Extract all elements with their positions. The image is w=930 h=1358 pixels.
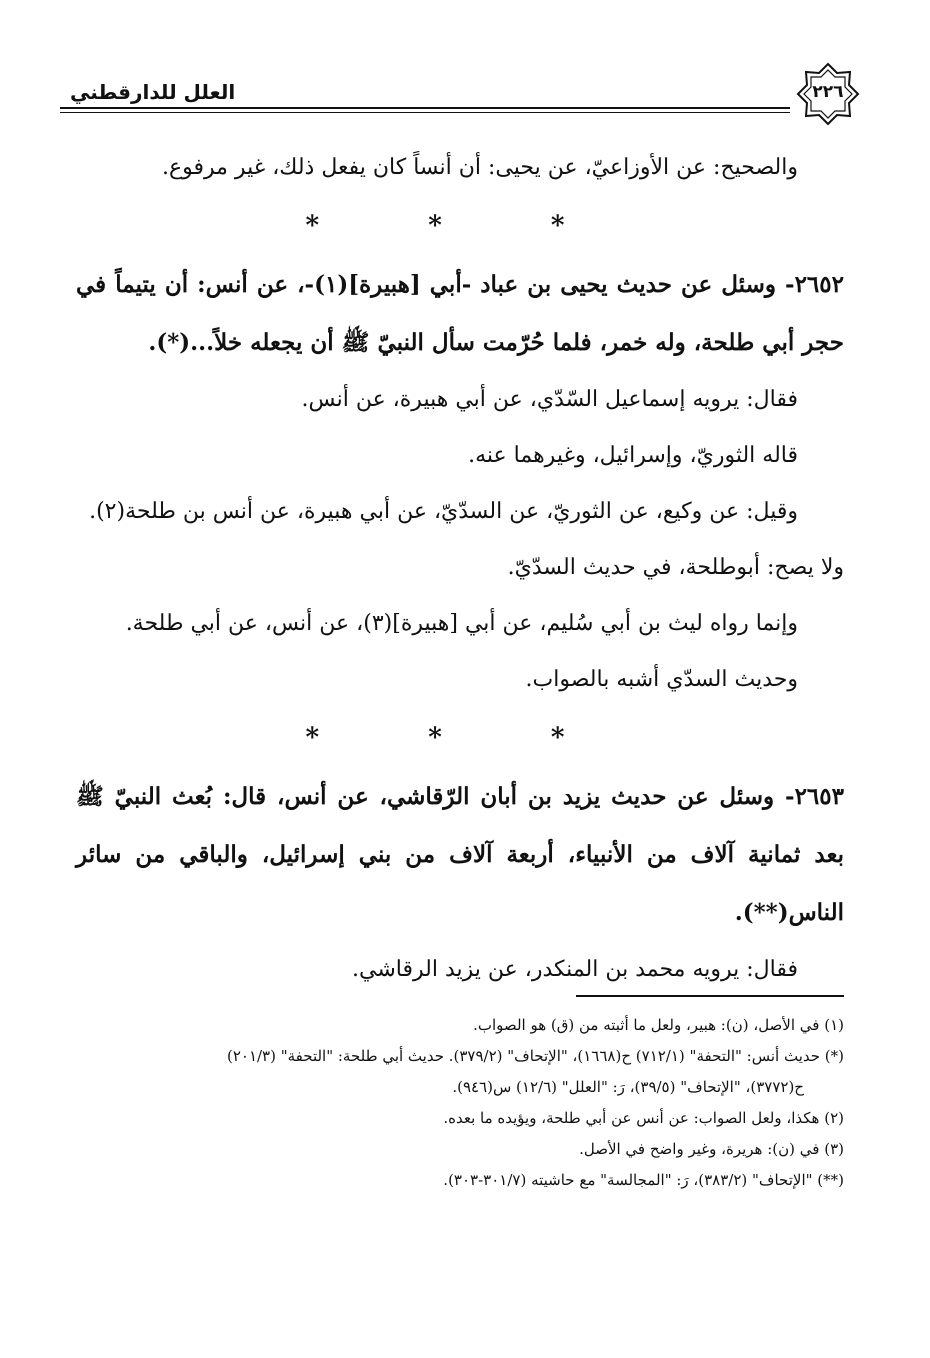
footnote: (٣) في (ن): هريرة، وغير واضح في الأصل. — [579, 1140, 844, 1158]
footnote: (*) حديث أنس: "التحفة" (٧١٢/١) ح(١٦٦٨)، "الإتحاف" (٣٧٩/٢). حديث أبي طلحة: "التحفة" (٢٠١/٣) — [226, 1047, 844, 1065]
running-title: العلل للدارقطني — [70, 80, 236, 104]
text-line: وحديث السدّي أشبه بالصواب. — [525, 667, 798, 692]
footnote: (١) في الأصل، (ن): هبير، ولعل ما أثبته من (ق) هو الصواب. — [473, 1016, 844, 1034]
text-line: وقيل: عن وكيع، عن الثوريّ، عن السدّيّ، عن أبي هبيرة، عن أنس بن طلحة(٢). — [89, 499, 798, 524]
header-rule — [60, 107, 790, 109]
main-text — [76, 140, 844, 998]
footnote-continuation: ح(٣٧٧٢)، "الإتحاف" (٣٩/٥)، رَ: "العلل" (١٢/٦) س(٩٤٦). — [452, 1078, 804, 1096]
footnote: (**) "الإتحاف" (٣٨٣/٢)، رَ: "المجالسة" مع حاشيته (٣٠١/٧-٣٠٣). — [443, 1171, 844, 1189]
header-rule-thin — [60, 112, 790, 113]
section-separator: * * * — [305, 723, 615, 753]
footnote-rule — [576, 995, 844, 997]
text-line: فقال: يرويه محمد بن المنكدر، عن يزيد الرقاشي. — [352, 957, 798, 982]
hadith-entry-2653: ٢٦٥٣- وسئل عن حديث يزيد بن أبان الرّقاشي، عن أنس، قال: بُعث النبيّ ﷺ بعد ثمانية آلاف من الأنبياء، أربعة آلاف من بني إسرائيل، والباقي من سائر الناس(**). — [76, 783, 844, 926]
text-line: وإنما رواه ليث بن أبي سُليم، عن أبي [هبيرة](٣)، عن أنس، عن أبي طلحة. — [125, 611, 798, 636]
page-number: ٢٢٦ — [812, 82, 844, 102]
hadith-entry-2652: ٢٦٥٢- وسئل عن حديث يحيى بن عباد -أبي [هبيرة](١)-، عن أنس: أن يتيماً في حجر أبي طلحة، وله خمر، فلما حُرّمت سأل النبيّ ﷺ أن يجعله خلاً...(*). — [76, 271, 844, 356]
text-line: والصحيح: عن الأوزاعيّ، عن يحيى: أن أنساً كان يفعل ذلك، غير مرفوع. — [162, 155, 798, 180]
text-line: فقال: يرويه إسماعيل السّدّي، عن أبي هبيرة، عن أنس. — [301, 387, 798, 412]
section-separator: * * * — [305, 211, 615, 241]
footnote: (٢) هكذا، ولعل الصواب: عن أنس عن أبي طلحة، ويؤيده ما بعده. — [443, 1109, 844, 1127]
text-line: قاله الثوريّ، وإسرائيل، وغيرهما عنه. — [468, 443, 798, 468]
footnotes — [76, 1010, 844, 1196]
page-header — [60, 62, 860, 126]
text-line: ولا يصح: أبوطلحة، في حديث السدّيّ. — [507, 555, 844, 580]
